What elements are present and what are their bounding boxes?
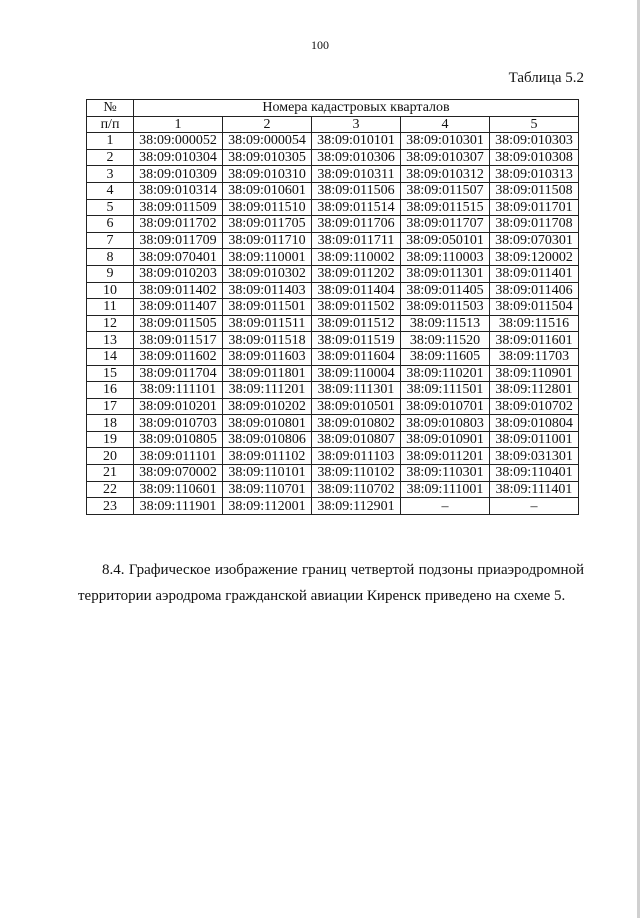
- cadastral-number-cell: 38:09:010501: [312, 398, 401, 415]
- cadastral-number-cell: 38:09:070301: [490, 232, 579, 249]
- cadastral-number-cell: 38:09:110003: [401, 249, 490, 266]
- table-row: [87, 149, 579, 166]
- row-number-cell: 3: [87, 166, 134, 183]
- row-number-cell: 20: [87, 448, 134, 465]
- cadastral-number-cell: 38:09:011407: [134, 299, 223, 316]
- row-number-cell: 14: [87, 348, 134, 365]
- cadastral-number-cell: 38:09:010601: [223, 182, 312, 199]
- cadastral-number-cell: 38:09:010302: [223, 265, 312, 282]
- cadastral-number-cell: 38:09:011101: [134, 448, 223, 465]
- cadastral-number-cell: –: [490, 498, 579, 515]
- cadastral-number-cell: 38:09:010310: [223, 166, 312, 183]
- row-number-cell: 16: [87, 382, 134, 399]
- table-row: [87, 448, 579, 465]
- cadastral-number-cell: 38:09:011506: [312, 182, 401, 199]
- cadastral-number-cell: 38:09:110301: [401, 465, 490, 482]
- cadastral-number-cell: 38:09:110601: [134, 481, 223, 498]
- cadastral-number-cell: 38:09:011202: [312, 265, 401, 282]
- cadastral-number-cell: 38:09:011603: [223, 348, 312, 365]
- cadastral-number-cell: 38:09:011601: [490, 332, 579, 349]
- cadastral-number-cell: 38:09:120002: [490, 249, 579, 266]
- cadastral-number-cell: 38:09:011710: [223, 232, 312, 249]
- cadastral-number-cell: 38:09:010202: [223, 398, 312, 415]
- cadastral-number-cell: 38:09:011502: [312, 299, 401, 316]
- cadastral-number-cell: 38:09:010307: [401, 149, 490, 166]
- row-number-cell: 17: [87, 398, 134, 415]
- cadastral-number-cell: 38:09:010101: [312, 133, 401, 150]
- cadastral-number-cell: 38:09:110102: [312, 465, 401, 482]
- cadastral-number-cell: 38:09:010308: [490, 149, 579, 166]
- table-row: [87, 348, 579, 365]
- cadastral-number-cell: 38:09:11703: [490, 348, 579, 365]
- cadastral-number-cell: 38:09:011405: [401, 282, 490, 299]
- cadastral-number-cell: 38:09:010806: [223, 431, 312, 448]
- cadastral-number-cell: 38:09:110004: [312, 365, 401, 382]
- row-number-cell: 21: [87, 465, 134, 482]
- cadastral-number-cell: 38:09:011505: [134, 315, 223, 332]
- cadastral-number-cell: 38:09:010807: [312, 431, 401, 448]
- cadastral-number-cell: 38:09:010901: [401, 431, 490, 448]
- table-row: [87, 199, 579, 216]
- cadastral-number-cell: 38:09:112901: [312, 498, 401, 515]
- cadastral-number-cell: –: [401, 498, 490, 515]
- cadastral-number-cell: 38:09:11605: [401, 348, 490, 365]
- cadastral-number-cell: 38:09:011511: [223, 315, 312, 332]
- row-number-cell: 9: [87, 265, 134, 282]
- cadastral-number-cell: 38:09:110701: [223, 481, 312, 498]
- table-row: [87, 431, 579, 448]
- cadastral-number-cell: 38:09:110901: [490, 365, 579, 382]
- cadastral-number-cell: 38:09:010702: [490, 398, 579, 415]
- cadastral-number-cell: 38:09:070401: [134, 249, 223, 266]
- cadastral-number-cell: 38:09:011504: [490, 299, 579, 316]
- header-cadastral-quarters: Номера кадастровых кварталов: [134, 100, 579, 117]
- cadastral-number-cell: 38:09:010701: [401, 398, 490, 415]
- cadastral-number-cell: 38:09:011501: [223, 299, 312, 316]
- table-row: [87, 365, 579, 382]
- cadastral-number-cell: 38:09:111301: [312, 382, 401, 399]
- cadastral-number-cell: 38:09:011515: [401, 199, 490, 216]
- cadastral-number-cell: 38:09:010805: [134, 431, 223, 448]
- cadastral-number-cell: 38:09:031301: [490, 448, 579, 465]
- cadastral-number-cell: 38:09:011702: [134, 216, 223, 233]
- header-column: 2: [223, 116, 312, 133]
- cadastral-number-cell: 38:09:010804: [490, 415, 579, 432]
- cadastral-number-cell: 38:09:111501: [401, 382, 490, 399]
- header-column: 4: [401, 116, 490, 133]
- cadastral-number-cell: 38:09:011512: [312, 315, 401, 332]
- table-row: [87, 498, 579, 515]
- cadastral-number-cell: 38:09:010314: [134, 182, 223, 199]
- cadastral-number-cell: 38:09:011401: [490, 265, 579, 282]
- cadastral-number-cell: 38:09:011503: [401, 299, 490, 316]
- table-row: [87, 465, 579, 482]
- row-number-cell: 6: [87, 216, 134, 233]
- cadastral-number-cell: 38:09:110702: [312, 481, 401, 498]
- cadastral-number-cell: 38:09:011103: [312, 448, 401, 465]
- table-row: [87, 249, 579, 266]
- row-number-cell: 15: [87, 365, 134, 382]
- cadastral-number-cell: 38:09:000052: [134, 133, 223, 150]
- table-row: [87, 332, 579, 349]
- row-number-cell: 18: [87, 415, 134, 432]
- cadastral-number-cell: 38:09:011708: [490, 216, 579, 233]
- row-number-cell: 13: [87, 332, 134, 349]
- table-row: [87, 299, 579, 316]
- cadastral-number-cell: 38:09:11513: [401, 315, 490, 332]
- cadastral-number-cell: 38:09:110002: [312, 249, 401, 266]
- cadastral-number-cell: 38:09:011704: [134, 365, 223, 382]
- table-row: [87, 315, 579, 332]
- cadastral-number-cell: 38:09:11520: [401, 332, 490, 349]
- cadastral-number-cell: 38:09:011404: [312, 282, 401, 299]
- cadastral-number-cell: 38:09:010803: [401, 415, 490, 432]
- cadastral-number-cell: 38:09:011519: [312, 332, 401, 349]
- cadastral-number-cell: 38:09:011707: [401, 216, 490, 233]
- cadastral-number-cell: 38:09:011510: [223, 199, 312, 216]
- page-number: 100: [311, 38, 329, 52]
- cadastral-number-cell: 38:09:010301: [401, 133, 490, 150]
- table-row: [87, 382, 579, 399]
- cadastral-number-cell: 38:09:111201: [223, 382, 312, 399]
- row-number-cell: 22: [87, 481, 134, 498]
- cadastral-number-cell: 38:09:011102: [223, 448, 312, 465]
- table-row: [87, 481, 579, 498]
- cadastral-number-cell: 38:09:011509: [134, 199, 223, 216]
- cadastral-number-cell: 38:09:011508: [490, 182, 579, 199]
- header-row-index: п/п: [87, 116, 134, 133]
- cadastral-number-cell: 38:09:011403: [223, 282, 312, 299]
- cadastral-number-cell: 38:09:010312: [401, 166, 490, 183]
- cadastral-number-cell: 38:09:110401: [490, 465, 579, 482]
- cadastral-number-cell: 38:09:010203: [134, 265, 223, 282]
- row-number-cell: 19: [87, 431, 134, 448]
- table-row: [87, 133, 579, 150]
- header-column: 1: [134, 116, 223, 133]
- row-number-cell: 11: [87, 299, 134, 316]
- cadastral-number-cell: 38:09:010311: [312, 166, 401, 183]
- header-column: 5: [490, 116, 579, 133]
- cadastral-number-cell: 38:09:011507: [401, 182, 490, 199]
- cadastral-number-cell: 38:09:011517: [134, 332, 223, 349]
- cadastral-number-cell: 38:09:011709: [134, 232, 223, 249]
- table-caption: Таблица 5.2: [508, 70, 584, 86]
- cadastral-number-cell: 38:09:000054: [223, 133, 312, 150]
- cadastral-number-cell: 38:09:011201: [401, 448, 490, 465]
- row-number-cell: 8: [87, 249, 134, 266]
- row-number-cell: 1: [87, 133, 134, 150]
- cadastral-number-cell: 38:09:011402: [134, 282, 223, 299]
- table-row: [87, 398, 579, 415]
- row-number-cell: 4: [87, 182, 134, 199]
- cadastral-number-cell: 38:09:010313: [490, 166, 579, 183]
- table-row: [87, 166, 579, 183]
- cadastral-number-cell: 38:09:110101: [223, 465, 312, 482]
- row-number-cell: 2: [87, 149, 134, 166]
- row-number-cell: 23: [87, 498, 134, 515]
- cadastral-number-cell: 38:09:050101: [401, 232, 490, 249]
- cadastral-number-cell: 38:09:110201: [401, 365, 490, 382]
- cadastral-quarters-table: [86, 99, 579, 515]
- cadastral-number-cell: 38:09:070002: [134, 465, 223, 482]
- cadastral-number-cell: 38:09:011705: [223, 216, 312, 233]
- cadastral-number-cell: 38:09:010703: [134, 415, 223, 432]
- row-number-cell: 5: [87, 199, 134, 216]
- cadastral-number-cell: 38:09:010303: [490, 133, 579, 150]
- table-row: [87, 265, 579, 282]
- cadastral-number-cell: 38:09:111901: [134, 498, 223, 515]
- table-row: [87, 282, 579, 299]
- section-paragraph: 8.4. Графическое изображение границ четвертой подзоны приаэродромной территории аэродрома гражданской авиации Киренск приведено на схеме 5.: [78, 562, 584, 604]
- cadastral-number-cell: 38:09:011801: [223, 365, 312, 382]
- cadastral-number-cell: 38:09:111001: [401, 481, 490, 498]
- cadastral-number-cell: 38:09:011604: [312, 348, 401, 365]
- table-row: [87, 415, 579, 432]
- cadastral-number-cell: 38:09:11516: [490, 315, 579, 332]
- cadastral-number-cell: 38:09:112801: [490, 382, 579, 399]
- cadastral-number-cell: 38:09:011514: [312, 199, 401, 216]
- cadastral-number-cell: 38:09:010201: [134, 398, 223, 415]
- table-row: [87, 232, 579, 249]
- cadastral-number-cell: 38:09:011518: [223, 332, 312, 349]
- cadastral-number-cell: 38:09:112001: [223, 498, 312, 515]
- row-number-cell: 12: [87, 315, 134, 332]
- cadastral-number-cell: 38:09:110001: [223, 249, 312, 266]
- table-body: [87, 133, 579, 515]
- cadastral-number-cell: 38:09:011706: [312, 216, 401, 233]
- cadastral-number-cell: 38:09:111101: [134, 382, 223, 399]
- header-number-sign: №: [87, 100, 134, 117]
- cadastral-number-cell: 38:09:011406: [490, 282, 579, 299]
- cadastral-number-cell: 38:09:011711: [312, 232, 401, 249]
- cadastral-number-cell: 38:09:111401: [490, 481, 579, 498]
- row-number-cell: 7: [87, 232, 134, 249]
- header-column: 3: [312, 116, 401, 133]
- cadastral-number-cell: 38:09:010801: [223, 415, 312, 432]
- cadastral-number-cell: 38:09:010304: [134, 149, 223, 166]
- cadastral-number-cell: 38:09:010802: [312, 415, 401, 432]
- cadastral-number-cell: 38:09:010306: [312, 149, 401, 166]
- cadastral-number-cell: 38:09:011602: [134, 348, 223, 365]
- cadastral-number-cell: 38:09:010305: [223, 149, 312, 166]
- cadastral-number-cell: 38:09:010309: [134, 166, 223, 183]
- cadastral-number-cell: 38:09:011301: [401, 265, 490, 282]
- cadastral-number-cell: 38:09:011001: [490, 431, 579, 448]
- cadastral-number-cell: 38:09:011701: [490, 199, 579, 216]
- table-row: [87, 216, 579, 233]
- row-number-cell: 10: [87, 282, 134, 299]
- table-row: [87, 182, 579, 199]
